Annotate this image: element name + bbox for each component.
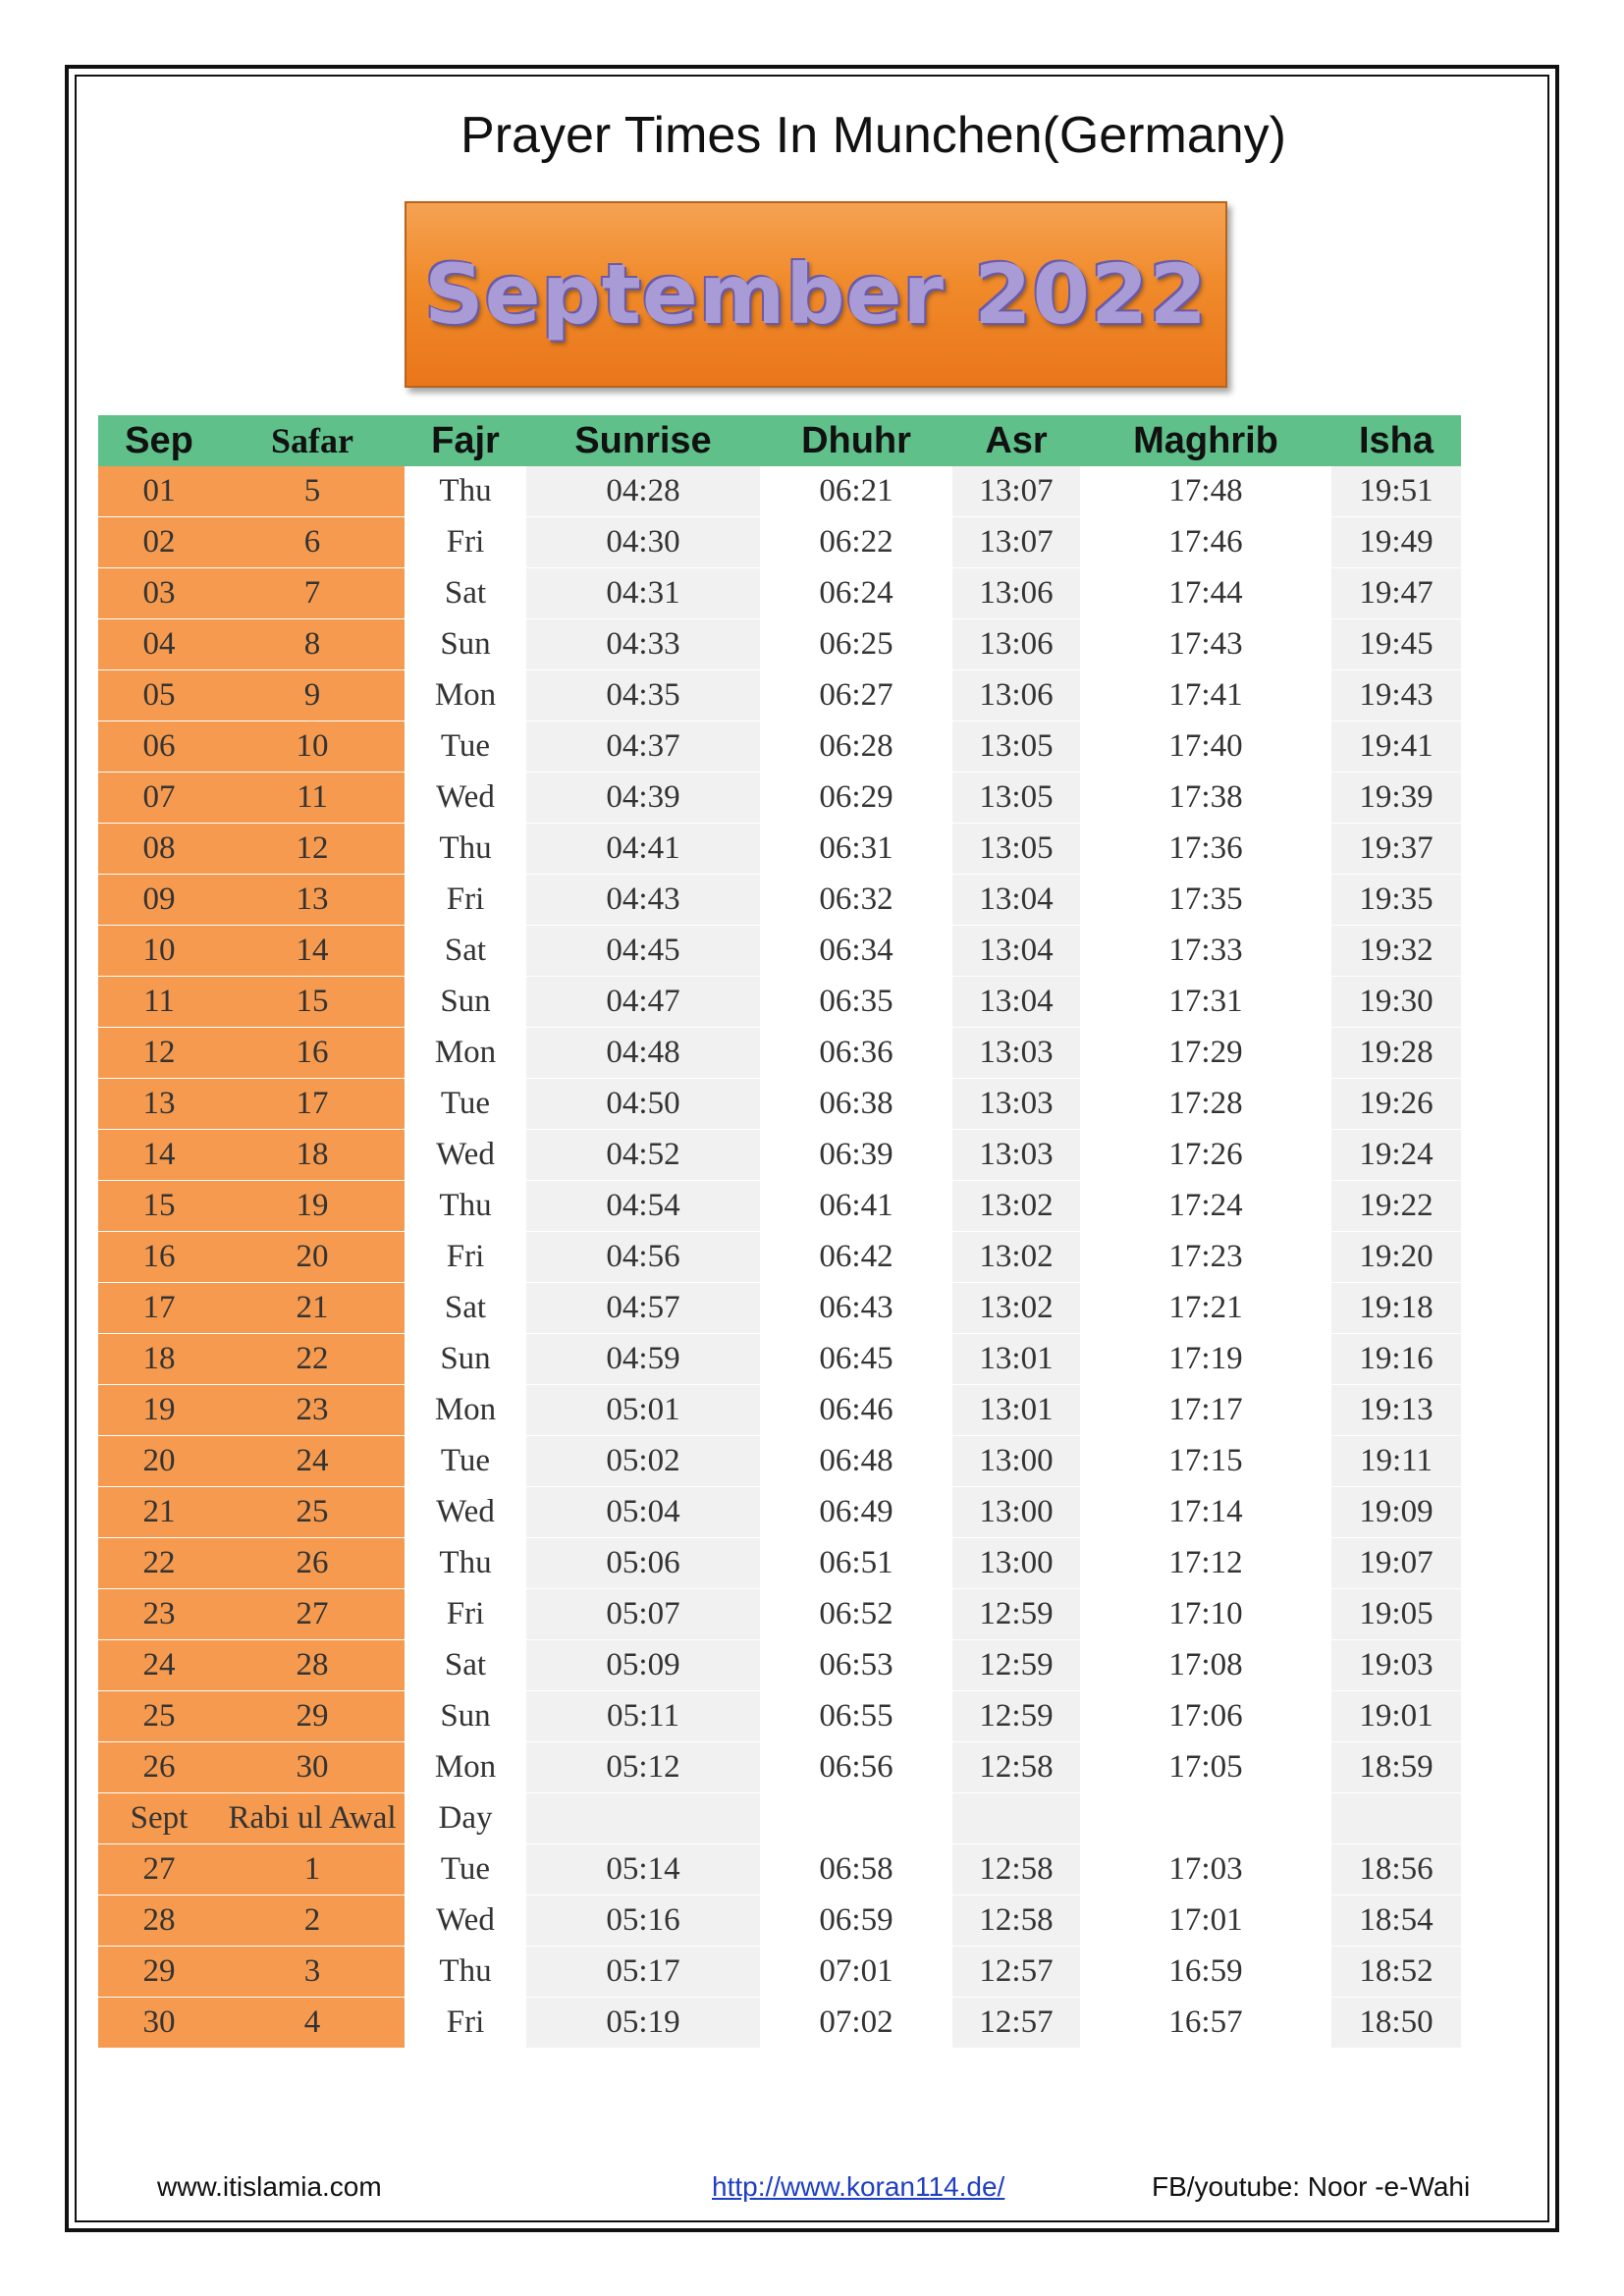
cell-maghrib: 17:38 bbox=[1080, 773, 1331, 824]
cell-maghrib: 17:03 bbox=[1080, 1844, 1331, 1896]
cell-sunrise: 05:19 bbox=[526, 1998, 760, 2049]
table-row bbox=[98, 1742, 1461, 1793]
cell-asr: 13:01 bbox=[952, 1385, 1080, 1436]
header-sep: Sep bbox=[98, 415, 220, 466]
table-row bbox=[98, 1793, 1461, 1844]
cell-sunrise: 04:33 bbox=[526, 619, 760, 670]
cell-asr: 12:58 bbox=[952, 1742, 1080, 1793]
cell-dhuhr: 06:52 bbox=[760, 1589, 952, 1640]
table-row bbox=[98, 721, 1461, 773]
cell-day: Fri bbox=[405, 1232, 526, 1283]
cell-safar: 23 bbox=[220, 1385, 405, 1436]
cell-dhuhr: 06:27 bbox=[760, 670, 952, 721]
cell-isha: 19:28 bbox=[1331, 1028, 1461, 1079]
cell-dhuhr: 06:39 bbox=[760, 1130, 952, 1181]
cell-sunrise: 04:30 bbox=[526, 517, 760, 568]
cell-sunrise: 04:43 bbox=[526, 875, 760, 926]
cell-maghrib: 17:19 bbox=[1080, 1334, 1331, 1385]
table-row bbox=[98, 1232, 1461, 1283]
cell-sunrise: 04:31 bbox=[526, 568, 760, 619]
cell-asr: 12:59 bbox=[952, 1640, 1080, 1691]
cell-date: 11 bbox=[98, 977, 220, 1028]
cell-safar: 1 bbox=[220, 1844, 405, 1896]
table-row bbox=[98, 1436, 1461, 1487]
cell-day: Sun bbox=[405, 619, 526, 670]
cell-date: 03 bbox=[98, 568, 220, 619]
cell-maghrib: 16:59 bbox=[1080, 1947, 1331, 1998]
cell-maghrib: 17:26 bbox=[1080, 1130, 1331, 1181]
cell-dhuhr: 06:55 bbox=[760, 1691, 952, 1742]
cell-sunrise: 04:37 bbox=[526, 721, 760, 773]
cell-day: Sun bbox=[405, 977, 526, 1028]
cell-safar: 10 bbox=[220, 721, 405, 773]
cell-day: Mon bbox=[405, 1385, 526, 1436]
cell-date: 26 bbox=[98, 1742, 220, 1793]
table-row bbox=[98, 1998, 1461, 2049]
cell-date: 27 bbox=[98, 1844, 220, 1896]
table-row bbox=[98, 1640, 1461, 1691]
cell-maghrib: 17:24 bbox=[1080, 1181, 1331, 1232]
cell-day: Thu bbox=[405, 466, 526, 517]
cell-asr: 13:04 bbox=[952, 926, 1080, 977]
cell-maghrib: 16:57 bbox=[1080, 1998, 1331, 2049]
cell-safar: 14 bbox=[220, 926, 405, 977]
month-banner-text: September 2022 bbox=[424, 246, 1208, 343]
cell-date: 09 bbox=[98, 875, 220, 926]
cell-day: Fri bbox=[405, 517, 526, 568]
table-row bbox=[98, 568, 1461, 619]
cell-dhuhr: 06:43 bbox=[760, 1283, 952, 1334]
cell-isha: 19:45 bbox=[1331, 619, 1461, 670]
cell-date: 15 bbox=[98, 1181, 220, 1232]
cell-maghrib: 17:21 bbox=[1080, 1283, 1331, 1334]
header-asr: Asr bbox=[952, 415, 1080, 466]
cell-maghrib: 17:01 bbox=[1080, 1896, 1331, 1947]
header-isha: Isha bbox=[1331, 415, 1461, 466]
table-row bbox=[98, 1538, 1461, 1589]
cell-dhuhr: 06:29 bbox=[760, 773, 952, 824]
cell-isha: 19:07 bbox=[1331, 1538, 1461, 1589]
table-row bbox=[98, 875, 1461, 926]
cell-asr: 13:03 bbox=[952, 1130, 1080, 1181]
header-safar: Safar bbox=[220, 415, 405, 466]
cell-sunrise: 05:14 bbox=[526, 1844, 760, 1896]
cell-asr: 13:05 bbox=[952, 773, 1080, 824]
cell-isha: 19:11 bbox=[1331, 1436, 1461, 1487]
cell-asr: 13:00 bbox=[952, 1487, 1080, 1538]
cell-safar: 9 bbox=[220, 670, 405, 721]
cell-isha: 19:32 bbox=[1331, 926, 1461, 977]
header-maghrib: Maghrib bbox=[1080, 415, 1331, 466]
cell-sunrise: 05:12 bbox=[526, 1742, 760, 1793]
cell-day: Wed bbox=[405, 773, 526, 824]
cell-maghrib: 17:12 bbox=[1080, 1538, 1331, 1589]
cell-isha: 19:09 bbox=[1331, 1487, 1461, 1538]
cell-day: Tue bbox=[405, 1844, 526, 1896]
table-row bbox=[98, 517, 1461, 568]
cell-safar: 4 bbox=[220, 1998, 405, 2049]
cell-isha: 19:41 bbox=[1331, 721, 1461, 773]
cell-date: 19 bbox=[98, 1385, 220, 1436]
table-row bbox=[98, 824, 1461, 875]
cell-date: 29 bbox=[98, 1947, 220, 1998]
cell-maghrib: 17:15 bbox=[1080, 1436, 1331, 1487]
cell-day: Fri bbox=[405, 875, 526, 926]
cell-dhuhr: 06:46 bbox=[760, 1385, 952, 1436]
cell-sunrise: 04:52 bbox=[526, 1130, 760, 1181]
cell-isha: 19:39 bbox=[1331, 773, 1461, 824]
table-row bbox=[98, 1589, 1461, 1640]
cell-sunrise: 05:01 bbox=[526, 1385, 760, 1436]
cell-dhuhr: 06:34 bbox=[760, 926, 952, 977]
cell-date: 01 bbox=[98, 466, 220, 517]
table-row bbox=[98, 670, 1461, 721]
cell-safar: 15 bbox=[220, 977, 405, 1028]
cell-date: 22 bbox=[98, 1538, 220, 1589]
cell-sunrise: 04:45 bbox=[526, 926, 760, 977]
cell-sunrise: 05:11 bbox=[526, 1691, 760, 1742]
cell-dhuhr: 06:49 bbox=[760, 1487, 952, 1538]
cell-date: 16 bbox=[98, 1232, 220, 1283]
table-row bbox=[98, 1947, 1461, 1998]
table-row bbox=[98, 1181, 1461, 1232]
cell-safar: 21 bbox=[220, 1283, 405, 1334]
cell-safar: 3 bbox=[220, 1947, 405, 1998]
cell-sunrise: 05:07 bbox=[526, 1589, 760, 1640]
cell-asr: 13:02 bbox=[952, 1283, 1080, 1334]
cell-safar: 30 bbox=[220, 1742, 405, 1793]
table-row bbox=[98, 1896, 1461, 1947]
cell-dhuhr: 06:22 bbox=[760, 517, 952, 568]
cell-safar: 6 bbox=[220, 517, 405, 568]
cell-safar: 18 bbox=[220, 1130, 405, 1181]
cell-maghrib: 17:40 bbox=[1080, 721, 1331, 773]
cell-dhuhr: 06:24 bbox=[760, 568, 952, 619]
cell-isha: 19:05 bbox=[1331, 1589, 1461, 1640]
cell-asr bbox=[952, 1793, 1080, 1844]
cell-sunrise bbox=[526, 1793, 760, 1844]
cell-isha: 19:51 bbox=[1331, 466, 1461, 517]
cell-isha: 19:18 bbox=[1331, 1283, 1461, 1334]
table-row bbox=[98, 977, 1461, 1028]
cell-date: 25 bbox=[98, 1691, 220, 1742]
cell-dhuhr: 06:36 bbox=[760, 1028, 952, 1079]
cell-asr: 13:01 bbox=[952, 1334, 1080, 1385]
cell-isha: 19:01 bbox=[1331, 1691, 1461, 1742]
cell-maghrib: 17:44 bbox=[1080, 568, 1331, 619]
cell-sunrise: 04:28 bbox=[526, 466, 760, 517]
cell-asr: 13:05 bbox=[952, 721, 1080, 773]
cell-sunrise: 04:41 bbox=[526, 824, 760, 875]
cell-isha: 19:24 bbox=[1331, 1130, 1461, 1181]
cell-day: Sat bbox=[405, 568, 526, 619]
cell-asr: 13:04 bbox=[952, 977, 1080, 1028]
table-row bbox=[98, 1334, 1461, 1385]
cell-isha: 19:22 bbox=[1331, 1181, 1461, 1232]
cell-sunrise: 04:54 bbox=[526, 1181, 760, 1232]
table-row bbox=[98, 773, 1461, 824]
cell-safar: 11 bbox=[220, 773, 405, 824]
cell-date: 17 bbox=[98, 1283, 220, 1334]
cell-day: Wed bbox=[405, 1130, 526, 1181]
cell-maghrib: 17:43 bbox=[1080, 619, 1331, 670]
cell-day: Thu bbox=[405, 1181, 526, 1232]
cell-date: 28 bbox=[98, 1896, 220, 1947]
cell-day: Fri bbox=[405, 1589, 526, 1640]
cell-dhuhr: 06:28 bbox=[760, 721, 952, 773]
cell-maghrib: 17:35 bbox=[1080, 875, 1331, 926]
cell-safar: 7 bbox=[220, 568, 405, 619]
cell-sunrise: 05:06 bbox=[526, 1538, 760, 1589]
table-row bbox=[98, 466, 1461, 517]
cell-safar: 8 bbox=[220, 619, 405, 670]
cell-isha: 19:03 bbox=[1331, 1640, 1461, 1691]
cell-maghrib: 17:41 bbox=[1080, 670, 1331, 721]
cell-maghrib: 17:05 bbox=[1080, 1742, 1331, 1793]
cell-isha bbox=[1331, 1793, 1461, 1844]
cell-maghrib: 17:06 bbox=[1080, 1691, 1331, 1742]
cell-maghrib: 17:33 bbox=[1080, 926, 1331, 977]
table-row bbox=[98, 619, 1461, 670]
cell-safar: 27 bbox=[220, 1589, 405, 1640]
cell-dhuhr: 06:35 bbox=[760, 977, 952, 1028]
cell-asr: 13:03 bbox=[952, 1079, 1080, 1130]
table-row bbox=[98, 1079, 1461, 1130]
cell-asr: 13:05 bbox=[952, 824, 1080, 875]
month-banner bbox=[405, 201, 1227, 388]
cell-isha: 18:52 bbox=[1331, 1947, 1461, 1998]
cell-date: 08 bbox=[98, 824, 220, 875]
cell-dhuhr: 06:48 bbox=[760, 1436, 952, 1487]
cell-safar: 16 bbox=[220, 1028, 405, 1079]
cell-isha: 18:56 bbox=[1331, 1844, 1461, 1896]
cell-safar: 29 bbox=[220, 1691, 405, 1742]
cell-isha: 19:49 bbox=[1331, 517, 1461, 568]
cell-date: 07 bbox=[98, 773, 220, 824]
cell-dhuhr: 06:25 bbox=[760, 619, 952, 670]
cell-safar: Rabi ul Awal bbox=[220, 1793, 405, 1844]
cell-isha: 19:30 bbox=[1331, 977, 1461, 1028]
footer-website: www.itislamia.com bbox=[157, 2171, 382, 2202]
cell-asr: 13:02 bbox=[952, 1232, 1080, 1283]
cell-date: 13 bbox=[98, 1079, 220, 1130]
cell-maghrib bbox=[1080, 1793, 1331, 1844]
cell-maghrib: 17:36 bbox=[1080, 824, 1331, 875]
cell-safar: 12 bbox=[220, 824, 405, 875]
cell-date: 20 bbox=[98, 1436, 220, 1487]
cell-isha: 19:20 bbox=[1331, 1232, 1461, 1283]
cell-isha: 19:26 bbox=[1331, 1079, 1461, 1130]
cell-asr: 13:06 bbox=[952, 619, 1080, 670]
cell-asr: 12:59 bbox=[952, 1589, 1080, 1640]
cell-asr: 12:57 bbox=[952, 1947, 1080, 1998]
cell-day: Sat bbox=[405, 1283, 526, 1334]
cell-dhuhr: 06:51 bbox=[760, 1538, 952, 1589]
cell-sunrise: 05:09 bbox=[526, 1640, 760, 1691]
table-row bbox=[98, 1283, 1461, 1334]
table-row bbox=[98, 1028, 1461, 1079]
cell-safar: 28 bbox=[220, 1640, 405, 1691]
footer-social: FB/youtube: Noor -e-Wahi bbox=[1152, 2171, 1471, 2202]
cell-safar: 13 bbox=[220, 875, 405, 926]
prayer-times-table bbox=[98, 415, 1461, 2049]
cell-day: Mon bbox=[405, 1028, 526, 1079]
cell-dhuhr: 06:21 bbox=[760, 466, 952, 517]
cell-dhuhr: 07:01 bbox=[760, 1947, 952, 1998]
cell-safar: 24 bbox=[220, 1436, 405, 1487]
cell-date: Sept bbox=[98, 1793, 220, 1844]
cell-sunrise: 05:02 bbox=[526, 1436, 760, 1487]
cell-date: 04 bbox=[98, 619, 220, 670]
cell-isha: 19:37 bbox=[1331, 824, 1461, 875]
cell-day: Sat bbox=[405, 1640, 526, 1691]
cell-isha: 18:59 bbox=[1331, 1742, 1461, 1793]
cell-day: Sun bbox=[405, 1691, 526, 1742]
cell-day: Tue bbox=[405, 1079, 526, 1130]
cell-date: 06 bbox=[98, 721, 220, 773]
cell-day: Fri bbox=[405, 1998, 526, 2049]
table-row bbox=[98, 1487, 1461, 1538]
cell-asr: 12:58 bbox=[952, 1896, 1080, 1947]
cell-day: Tue bbox=[405, 721, 526, 773]
header-dhuhr: Dhuhr bbox=[760, 415, 952, 466]
cell-maghrib: 17:14 bbox=[1080, 1487, 1331, 1538]
cell-dhuhr bbox=[760, 1793, 952, 1844]
cell-safar: 26 bbox=[220, 1538, 405, 1589]
cell-safar: 22 bbox=[220, 1334, 405, 1385]
cell-day: Wed bbox=[405, 1896, 526, 1947]
cell-maghrib: 17:29 bbox=[1080, 1028, 1331, 1079]
cell-isha: 19:16 bbox=[1331, 1334, 1461, 1385]
cell-dhuhr: 06:45 bbox=[760, 1334, 952, 1385]
header-fajr: Fajr bbox=[405, 415, 526, 466]
cell-date: 21 bbox=[98, 1487, 220, 1538]
cell-sunrise: 05:04 bbox=[526, 1487, 760, 1538]
cell-safar: 2 bbox=[220, 1896, 405, 1947]
cell-asr: 13:02 bbox=[952, 1181, 1080, 1232]
cell-date: 23 bbox=[98, 1589, 220, 1640]
cell-sunrise: 04:39 bbox=[526, 773, 760, 824]
cell-dhuhr: 06:59 bbox=[760, 1896, 952, 1947]
cell-date: 02 bbox=[98, 517, 220, 568]
cell-maghrib: 17:28 bbox=[1080, 1079, 1331, 1130]
cell-day: Thu bbox=[405, 824, 526, 875]
cell-asr: 13:00 bbox=[952, 1436, 1080, 1487]
cell-safar: 25 bbox=[220, 1487, 405, 1538]
cell-asr: 13:07 bbox=[952, 517, 1080, 568]
header-sunrise: Sunrise bbox=[526, 415, 760, 466]
cell-date: 14 bbox=[98, 1130, 220, 1181]
cell-dhuhr: 06:53 bbox=[760, 1640, 952, 1691]
cell-sunrise: 04:48 bbox=[526, 1028, 760, 1079]
cell-date: 24 bbox=[98, 1640, 220, 1691]
cell-dhuhr: 07:02 bbox=[760, 1998, 952, 2049]
cell-asr: 13:03 bbox=[952, 1028, 1080, 1079]
cell-asr: 13:06 bbox=[952, 670, 1080, 721]
cell-date: 30 bbox=[98, 1998, 220, 2049]
cell-day: Thu bbox=[405, 1538, 526, 1589]
cell-sunrise: 04:56 bbox=[526, 1232, 760, 1283]
table-row bbox=[98, 1385, 1461, 1436]
cell-asr: 12:58 bbox=[952, 1844, 1080, 1896]
cell-safar: 5 bbox=[220, 466, 405, 517]
cell-safar: 20 bbox=[220, 1232, 405, 1283]
cell-dhuhr: 06:31 bbox=[760, 824, 952, 875]
cell-asr: 13:04 bbox=[952, 875, 1080, 926]
cell-maghrib: 17:17 bbox=[1080, 1385, 1331, 1436]
cell-maghrib: 17:08 bbox=[1080, 1640, 1331, 1691]
cell-isha: 18:50 bbox=[1331, 1998, 1461, 2049]
cell-dhuhr: 06:41 bbox=[760, 1181, 952, 1232]
cell-maghrib: 17:23 bbox=[1080, 1232, 1331, 1283]
cell-sunrise: 04:50 bbox=[526, 1079, 760, 1130]
cell-sunrise: 04:47 bbox=[526, 977, 760, 1028]
cell-asr: 12:57 bbox=[952, 1998, 1080, 2049]
cell-isha: 19:13 bbox=[1331, 1385, 1461, 1436]
table-row bbox=[98, 926, 1461, 977]
cell-sunrise: 05:17 bbox=[526, 1947, 760, 1998]
cell-sunrise: 04:57 bbox=[526, 1283, 760, 1334]
cell-date: 10 bbox=[98, 926, 220, 977]
cell-maghrib: 17:10 bbox=[1080, 1589, 1331, 1640]
table-header-row bbox=[98, 415, 1461, 466]
cell-day: Tue bbox=[405, 1436, 526, 1487]
footer-link[interactable]: http://www.koran114.de/ bbox=[712, 2171, 1005, 2202]
cell-day: Wed bbox=[405, 1487, 526, 1538]
cell-day: Sat bbox=[405, 926, 526, 977]
cell-date: 05 bbox=[98, 670, 220, 721]
cell-asr: 13:07 bbox=[952, 466, 1080, 517]
cell-dhuhr: 06:38 bbox=[760, 1079, 952, 1130]
cell-asr: 13:06 bbox=[952, 568, 1080, 619]
cell-maghrib: 17:48 bbox=[1080, 466, 1331, 517]
cell-day: Sun bbox=[405, 1334, 526, 1385]
cell-isha: 19:35 bbox=[1331, 875, 1461, 926]
table-row bbox=[98, 1844, 1461, 1896]
cell-dhuhr: 06:42 bbox=[760, 1232, 952, 1283]
cell-isha: 19:43 bbox=[1331, 670, 1461, 721]
cell-day: Day bbox=[405, 1793, 526, 1844]
cell-date: 12 bbox=[98, 1028, 220, 1079]
cell-safar: 19 bbox=[220, 1181, 405, 1232]
cell-sunrise: 04:35 bbox=[526, 670, 760, 721]
cell-sunrise: 04:59 bbox=[526, 1334, 760, 1385]
page-title: Prayer Times In Munchen(Germany) bbox=[460, 107, 1286, 164]
cell-asr: 12:59 bbox=[952, 1691, 1080, 1742]
cell-day: Mon bbox=[405, 670, 526, 721]
cell-dhuhr: 06:58 bbox=[760, 1844, 952, 1896]
cell-maghrib: 17:46 bbox=[1080, 517, 1331, 568]
cell-dhuhr: 06:32 bbox=[760, 875, 952, 926]
cell-day: Mon bbox=[405, 1742, 526, 1793]
cell-safar: 17 bbox=[220, 1079, 405, 1130]
table-row bbox=[98, 1691, 1461, 1742]
cell-date: 18 bbox=[98, 1334, 220, 1385]
cell-dhuhr: 06:56 bbox=[760, 1742, 952, 1793]
cell-isha: 19:47 bbox=[1331, 568, 1461, 619]
cell-sunrise: 05:16 bbox=[526, 1896, 760, 1947]
table-row bbox=[98, 1130, 1461, 1181]
cell-maghrib: 17:31 bbox=[1080, 977, 1331, 1028]
cell-isha: 18:54 bbox=[1331, 1896, 1461, 1947]
cell-asr: 13:00 bbox=[952, 1538, 1080, 1589]
cell-day: Thu bbox=[405, 1947, 526, 1998]
